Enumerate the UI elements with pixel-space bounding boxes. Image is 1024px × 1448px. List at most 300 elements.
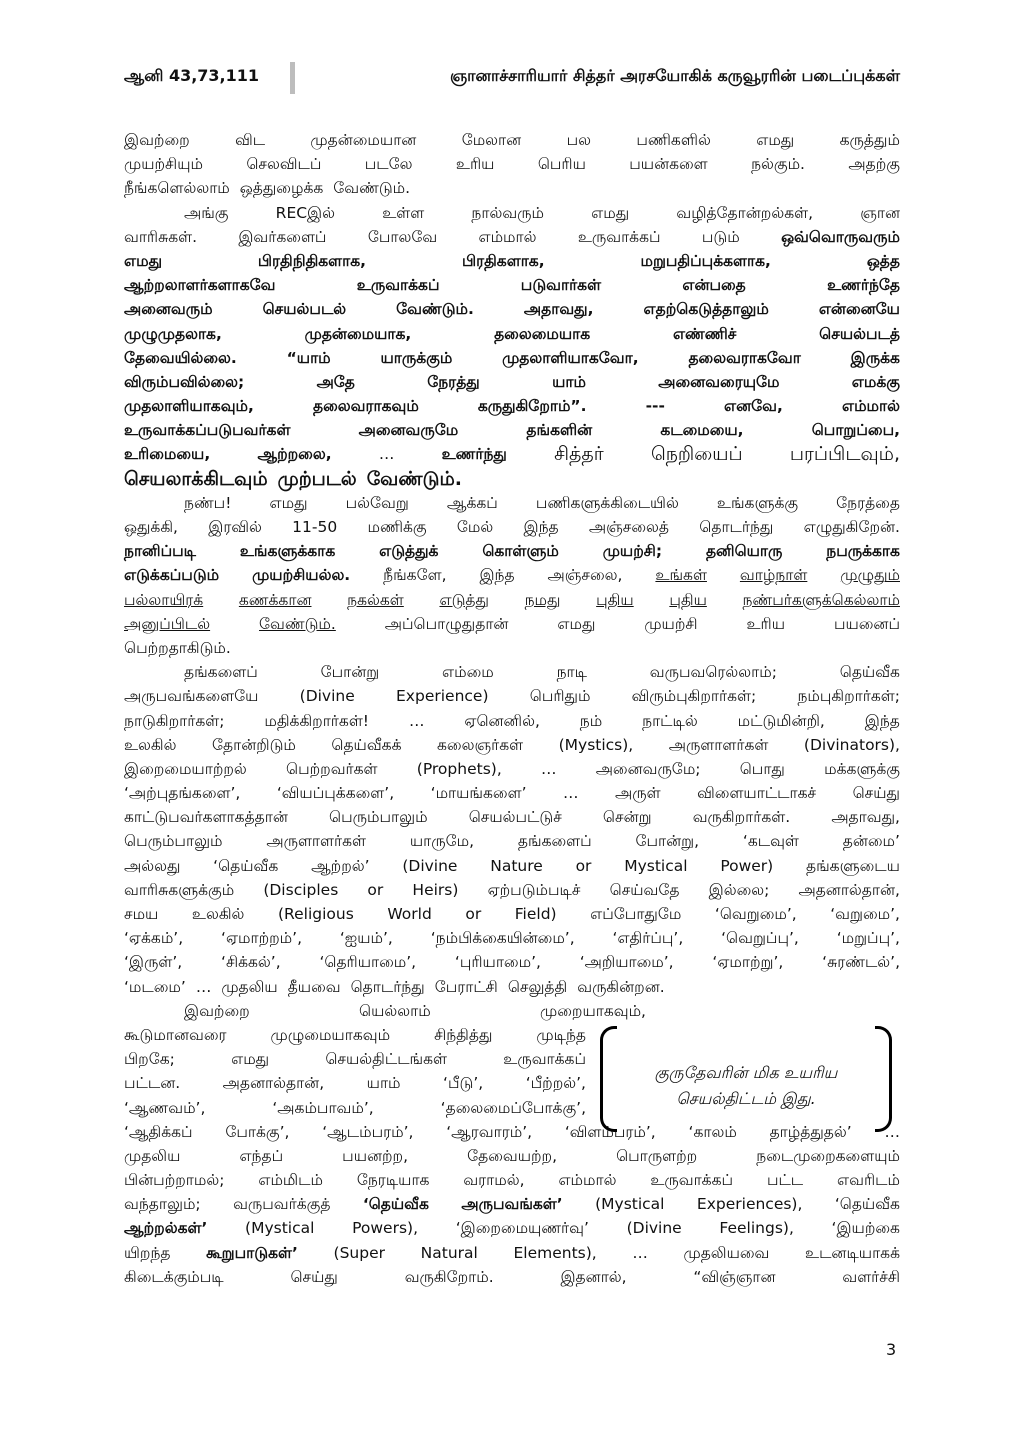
text-word: ‘சிக்கல்’, bbox=[221, 953, 281, 972]
text-word: (Divine bbox=[402, 856, 458, 875]
text-word: தங்களைப் bbox=[184, 663, 258, 682]
text-word: (Divinators), bbox=[803, 735, 900, 754]
text-word: எமக்கு bbox=[851, 372, 900, 391]
text-word: அப்பொழுதுதான் bbox=[384, 614, 509, 633]
header-title: ஞானாச்சாரியார் சித்தர் அரசயோகிக் கருவூரரின் படைப்புக்கள் bbox=[449, 66, 900, 85]
text-word: ‘தெய்வீக bbox=[834, 1195, 900, 1214]
text-word: நம்புகிறார்கள்; bbox=[797, 687, 900, 706]
text-word: படுவார்கள் bbox=[520, 276, 602, 295]
text-word: யாருமே, bbox=[409, 832, 475, 851]
text-word: தோன்றிடும் bbox=[212, 735, 296, 754]
text-word: ‘ஏக்கம்’, bbox=[124, 929, 184, 948]
text-word: Experiences), bbox=[696, 1195, 803, 1214]
text-word: எம்மிடம் bbox=[258, 1171, 323, 1190]
text-word: நால்வரும் bbox=[471, 203, 544, 222]
text-word: Experience) bbox=[396, 687, 489, 706]
text-word: பட்டன. bbox=[124, 1074, 181, 1093]
text-word: நெறியைப் bbox=[650, 443, 743, 466]
text-word: நீங்களே, bbox=[383, 566, 447, 585]
text-word: 11-50 bbox=[292, 518, 338, 536]
text-word: ஏனெனில், bbox=[464, 711, 540, 730]
text-line bbox=[124, 588, 900, 612]
text-word: ‘ஆடம்பரம்’, bbox=[322, 1122, 414, 1141]
text-word: ‘ஏமாற்று’, bbox=[712, 953, 784, 972]
text-word: தொடர்ந்து bbox=[350, 977, 425, 996]
text-word: விரும்புகிறார்கள்; bbox=[631, 687, 757, 706]
text-word: Heirs) bbox=[412, 880, 459, 899]
text-word: எமது bbox=[231, 1050, 270, 1069]
text-line bbox=[124, 563, 900, 587]
text-word: ‘இயற்கை bbox=[831, 1219, 900, 1238]
text-word: உடனடியாகக் bbox=[805, 1243, 900, 1262]
text-word: பெரிய bbox=[537, 155, 586, 174]
text-line bbox=[124, 1265, 900, 1289]
callout-text bbox=[620, 1060, 872, 1112]
text-word: … bbox=[408, 711, 425, 730]
text-word: புதிய bbox=[596, 590, 634, 609]
text-word: நகல்கள் bbox=[347, 590, 404, 609]
text-word: பணிகளில் bbox=[636, 131, 711, 149]
text-line bbox=[124, 176, 900, 200]
text-word: ‘பீடு’, bbox=[443, 1074, 484, 1093]
text-word: … bbox=[632, 1243, 648, 1262]
text-line bbox=[124, 684, 900, 708]
text-line bbox=[124, 950, 900, 974]
text-word: போன்று, bbox=[635, 832, 700, 851]
text-word: பல்வேறு bbox=[345, 493, 409, 512]
text-word: வருகிறார்கள். bbox=[692, 808, 791, 827]
text-word: நீங்களெல்லாம் bbox=[124, 179, 230, 198]
text-word: இல்லை; bbox=[708, 880, 770, 899]
text-word: முயற்சியும் bbox=[124, 155, 203, 174]
text-word: பெரும்பாலும் bbox=[329, 808, 428, 827]
text-word: உருவாக்கப் bbox=[650, 1171, 734, 1190]
text-word: அதே bbox=[316, 372, 355, 391]
text-word: Feelings), bbox=[719, 1219, 794, 1238]
text-word: ‘நம்பிக்கையின்மை’, bbox=[430, 929, 575, 948]
text-word: ‘வியப்புக்களை’, bbox=[276, 784, 395, 803]
text-word: நாட்டில் bbox=[642, 711, 698, 730]
text-word: மேலான bbox=[461, 131, 522, 149]
text-word: முயற்சி; bbox=[602, 542, 663, 561]
text-word: இதனால், bbox=[560, 1267, 627, 1286]
text-line bbox=[124, 878, 900, 902]
text-line bbox=[124, 128, 900, 152]
text-word: பொருளற்ற bbox=[616, 1146, 698, 1165]
text-word: முயற்சியல்ல. bbox=[252, 566, 351, 585]
text-word: … bbox=[540, 759, 557, 778]
text-word: விளையாட்டாகச் bbox=[697, 784, 817, 803]
text-word: ‘மாயங்களை’ bbox=[430, 784, 527, 803]
text-word: ஆக்கப் bbox=[446, 493, 498, 512]
text-word: ‘தலைமைப்போக்கு’, bbox=[440, 1098, 586, 1117]
text-word: செய்து bbox=[290, 1267, 338, 1286]
text-word: அங்கு bbox=[184, 203, 229, 222]
text-word: … bbox=[563, 784, 579, 803]
callout-left-bracket bbox=[600, 1026, 617, 1132]
text-word: ஆற்றல்’ bbox=[311, 856, 370, 875]
text-word: தாழ்த்துதல்’ bbox=[769, 1122, 852, 1141]
text-word: நண்ப! bbox=[184, 493, 232, 512]
text-word: தனியொரு bbox=[705, 542, 783, 561]
text-word: தன்மை’ bbox=[842, 832, 900, 851]
text-word: மணிக்கு bbox=[367, 518, 427, 536]
text-word: செயல்திட்டங்கள் bbox=[325, 1050, 448, 1069]
text-word: செய்து bbox=[852, 784, 900, 803]
text-word: Natural bbox=[420, 1243, 478, 1262]
text-word: அருபவங்களையே bbox=[124, 687, 259, 706]
text-word: அல்லது bbox=[124, 856, 181, 875]
text-line bbox=[124, 346, 900, 370]
text-word: நேரடியாக bbox=[356, 1171, 430, 1190]
text-word: முதலாளியாகவோ, bbox=[502, 348, 639, 367]
text-word: தேவையில்லை. bbox=[124, 348, 237, 367]
text-word: நண்பர்களுக்கெல்லாம் bbox=[742, 590, 900, 609]
text-word: ‘தெய்வீக bbox=[362, 1195, 429, 1214]
text-word: நல்கும். bbox=[751, 155, 805, 174]
text-word: நம் bbox=[579, 711, 603, 730]
text-word: … bbox=[195, 977, 212, 996]
callout-right-bracket bbox=[875, 1026, 892, 1132]
text-line bbox=[124, 1192, 900, 1216]
text-word: போன்று bbox=[320, 663, 380, 682]
text-word: வேண்டும். bbox=[366, 467, 463, 490]
text-word: Mystical bbox=[624, 856, 688, 875]
text-word: சித்தர் bbox=[554, 443, 604, 466]
text-word: மட்டுமின்றி, bbox=[737, 711, 825, 730]
text-word: வேண்டும். bbox=[396, 300, 474, 319]
text-word: முதலாளியாகவும், bbox=[124, 397, 254, 416]
text-word: கூடுமானவரை bbox=[124, 1025, 227, 1044]
text-word: நாடுகிறார்கள்; bbox=[124, 711, 225, 730]
text-word: பயனற்ற, bbox=[342, 1146, 409, 1165]
text-word: இவற்றை bbox=[184, 1001, 250, 1020]
text-word: உணர்ந்தே bbox=[827, 276, 900, 295]
callout-box bbox=[600, 1026, 892, 1128]
text-line bbox=[124, 612, 900, 636]
text-word: வாரிசுகள். bbox=[124, 227, 198, 246]
text-word: இந்த bbox=[523, 518, 559, 536]
text-word: யிறந்த bbox=[124, 1243, 171, 1262]
text-word: ஞான bbox=[860, 203, 900, 222]
text-word: பட்ட bbox=[766, 1171, 804, 1190]
text-line bbox=[124, 322, 900, 346]
header-issue: ஆனி 43,73,111 bbox=[124, 66, 260, 85]
text-word: பெற்றவர்கள் bbox=[286, 759, 378, 778]
text-word: ‘கடவுள் bbox=[742, 832, 799, 851]
text-word: பெரும்பாலும் bbox=[124, 832, 223, 851]
text-word: நேரத்து bbox=[427, 372, 480, 391]
text-word: … bbox=[884, 1122, 900, 1141]
text-word: முடிந்த bbox=[536, 1025, 586, 1044]
text-word: ஒவ்வொருவரும் bbox=[781, 227, 900, 246]
text-word: “விஞ்ஞான bbox=[693, 1267, 776, 1286]
text-word: --- bbox=[645, 397, 665, 416]
text-word: உங்களுக்காக bbox=[239, 542, 336, 561]
text-word: வேண்டும். bbox=[333, 179, 411, 198]
text-word: முதன்மையாக, bbox=[304, 324, 412, 343]
text-word: ‘அகம்பாவம்’, bbox=[272, 1098, 374, 1117]
text-word: (Divine bbox=[299, 687, 355, 706]
text-word: Nature bbox=[490, 856, 543, 875]
text-word: ‘காலம் bbox=[688, 1122, 737, 1141]
text-word: செலவிடப் bbox=[246, 155, 322, 174]
text-word: முழுமுதலாக, bbox=[124, 324, 222, 343]
text-word: ‘மறுப்பு’, bbox=[836, 929, 900, 948]
text-line bbox=[124, 152, 900, 176]
text-word: இரவில் bbox=[208, 518, 262, 536]
text-word: நேரத்தை bbox=[836, 493, 900, 512]
text-word: ‘ஆணவம்’, bbox=[124, 1098, 206, 1117]
text-word: உரிய bbox=[746, 614, 785, 633]
text-word: அருபவங்கள்’ bbox=[461, 1195, 563, 1214]
text-word: சமய bbox=[124, 905, 159, 923]
text-line bbox=[124, 805, 900, 829]
text-line bbox=[124, 370, 900, 394]
text-word: விரும்பவில்லை; bbox=[124, 372, 245, 391]
text-word: தங்களைப் bbox=[517, 832, 592, 851]
text-word: ஆற்றல்கள்’ bbox=[124, 1219, 208, 1238]
text-word: தீயவை bbox=[287, 977, 341, 996]
text-word: அனுப்பிடல் bbox=[124, 614, 211, 633]
text-word: முதலியவை bbox=[683, 1243, 770, 1262]
text-word: ஏற்படும்படிச் bbox=[487, 880, 581, 899]
text-word: ஒத்துழைக்க bbox=[239, 179, 324, 198]
text-word: படும் bbox=[701, 227, 740, 246]
callout-line: செயல்திட்டம் இது. bbox=[676, 1089, 816, 1108]
text-word: அதனால்தான், bbox=[798, 880, 900, 899]
text-line bbox=[124, 1071, 586, 1095]
text-line bbox=[124, 636, 900, 660]
text-word: அதாவது, bbox=[831, 808, 900, 827]
text-word: Field) bbox=[514, 905, 557, 923]
text-word: கணக்கான bbox=[238, 590, 312, 609]
text-word: உருவாக்கப் bbox=[503, 1050, 586, 1069]
text-word: மறுபதிப்புக்களாக, bbox=[640, 251, 771, 270]
text-word: இந்த bbox=[864, 711, 900, 730]
text-word: செலுத்தி bbox=[507, 977, 568, 996]
text-word: தொடர்ந்து bbox=[699, 518, 774, 536]
text-word: பொது bbox=[739, 759, 785, 778]
text-word: எமது bbox=[124, 251, 163, 270]
text-word: Power) bbox=[720, 856, 774, 875]
text-word: எதற்கெடுத்தாலும் bbox=[643, 300, 769, 319]
text-word: அனைவருமே; bbox=[595, 759, 701, 778]
text-line bbox=[124, 394, 900, 418]
text-word: போலவே bbox=[367, 227, 438, 246]
text-word: அஞ்சலை, bbox=[547, 566, 623, 585]
text-word: செயல்பட்டுச் bbox=[468, 808, 562, 827]
text-word: ‘ஏமாற்றம்’, bbox=[221, 929, 303, 948]
text-word: அருளாளர்கள் bbox=[266, 832, 367, 851]
text-word: கலைஞர்கள் bbox=[437, 735, 524, 754]
text-word: கடமையை, bbox=[660, 421, 744, 440]
text-word: ‘வெறுப்பு’, bbox=[721, 929, 799, 948]
text-word: வருபவர்க்குத் bbox=[233, 1195, 331, 1214]
text-line bbox=[124, 1168, 900, 1192]
text-word: இந்த bbox=[479, 566, 515, 585]
text-word: அதனால்தான், bbox=[222, 1074, 325, 1093]
text-word: முயற்சி bbox=[644, 614, 698, 633]
text-word: கூறுபாடுகள்’ bbox=[206, 1243, 298, 1262]
text-word: எம்மால் bbox=[841, 397, 900, 416]
text-word: என்பதை bbox=[682, 276, 746, 295]
text-word: செயல்படத் bbox=[819, 324, 900, 343]
text-word: உருவாக்கப் bbox=[356, 276, 440, 295]
text-word: ‘மடமை’ bbox=[124, 977, 186, 996]
text-word: ‘சுரண்டல்’, bbox=[822, 953, 900, 972]
text-line bbox=[124, 418, 900, 442]
text-word: தலைவராகவும் bbox=[313, 397, 419, 416]
text-word: ‘இருள்’, bbox=[124, 953, 183, 972]
text-word: or bbox=[575, 856, 592, 875]
text-word: கொள்ளும் bbox=[482, 542, 559, 561]
text-word: மேல் bbox=[456, 518, 494, 536]
text-line bbox=[124, 854, 900, 878]
text-word: எடுத்து bbox=[439, 590, 489, 609]
text-word: நடைமுறைகளையும் bbox=[756, 1146, 900, 1165]
text-word: எனவே, bbox=[724, 397, 783, 416]
text-word: ‘தெரியாமை’, bbox=[319, 953, 417, 972]
text-word: வேண்டும். bbox=[259, 614, 336, 633]
text-word: பல bbox=[566, 131, 591, 149]
text-word: அருளாளர்கள் bbox=[668, 735, 769, 754]
text-word: எந்தப் bbox=[239, 1146, 284, 1165]
text-word: முதன்மையான bbox=[310, 131, 417, 149]
text-word: சென்று bbox=[602, 808, 652, 827]
text-word: பேராட்சி bbox=[434, 977, 498, 996]
text-line bbox=[124, 660, 900, 684]
text-word: உள்ள bbox=[382, 203, 425, 222]
text-word: ‘இறைமையுணர்வு’ bbox=[455, 1219, 589, 1238]
text-word: எடுக்கப்படும் bbox=[124, 566, 220, 585]
text-word: எப்போதுமே bbox=[590, 905, 682, 923]
text-word: அதற்கு bbox=[848, 155, 900, 174]
text-word: யாம் bbox=[366, 1074, 401, 1093]
text-word: (Prophets), bbox=[416, 759, 502, 778]
text-word: ‘அற்புதங்களை’, bbox=[124, 784, 241, 803]
text-line bbox=[124, 1096, 586, 1120]
text-word: புதிய bbox=[669, 590, 707, 609]
text-word: வராமல், bbox=[463, 1171, 525, 1190]
text-word: பரப்பிடவும், bbox=[789, 443, 900, 466]
text-word: என்னையே bbox=[818, 300, 900, 319]
text-line bbox=[124, 1144, 900, 1168]
text-word: அஞ்சலைத் bbox=[588, 518, 669, 536]
text-line bbox=[124, 225, 900, 249]
text-word: எழுதுகிறேன். bbox=[803, 518, 900, 536]
text-line bbox=[124, 1241, 900, 1265]
text-word: தலைமையாக bbox=[494, 324, 591, 343]
text-line bbox=[124, 999, 646, 1023]
text-line bbox=[124, 975, 900, 999]
text-word: ‘எதிர்ப்பு’, bbox=[612, 929, 684, 948]
text-word: or bbox=[367, 880, 384, 899]
text-word: எமது bbox=[591, 203, 630, 222]
text-line bbox=[124, 926, 900, 950]
text-word: ‘புரியாமை’, bbox=[454, 953, 541, 972]
text-word: தங்களின் bbox=[526, 421, 593, 440]
text-word: ஆற்றலாளர்களாகவே bbox=[124, 276, 276, 295]
text-line bbox=[124, 442, 900, 466]
text-word: ‘பீற்றல்’, bbox=[525, 1074, 586, 1093]
text-line bbox=[124, 709, 900, 733]
text-word: செயல்படல் bbox=[262, 300, 347, 319]
text-word: நானிப்படி bbox=[124, 542, 196, 561]
text-word: முழுமையாகவும் bbox=[270, 1025, 391, 1044]
text-word: வளர்ச்சி bbox=[842, 1267, 900, 1286]
text-word: உரிமையை, bbox=[124, 445, 211, 464]
text-word: அருள் bbox=[615, 784, 661, 803]
text-word: ‘வெறுமை’, bbox=[714, 905, 797, 923]
text-word: இறைமையாற்றல் bbox=[124, 759, 247, 778]
text-word: பின்பற்றாமல்; bbox=[124, 1171, 225, 1190]
text-line bbox=[124, 902, 900, 926]
text-word: (Mystical bbox=[245, 1219, 315, 1238]
text-word: முறையாகவும், bbox=[540, 1001, 646, 1020]
text-word: … bbox=[378, 445, 395, 464]
text-word: போக்கு’, bbox=[225, 1122, 290, 1141]
text-word: எமது bbox=[557, 614, 596, 633]
text-word: பெரிதும் bbox=[529, 687, 591, 706]
text-word: எடுத்துக் bbox=[379, 542, 439, 561]
text-word: பணிகளுக்கிடையில் bbox=[535, 493, 679, 512]
text-word: எமது bbox=[756, 131, 795, 149]
text-word: இவற்றை bbox=[124, 131, 190, 149]
text-word: யெல்லாம் bbox=[359, 1001, 431, 1020]
text-word: ‘அறியாமை’, bbox=[579, 953, 674, 972]
text-word: வருபவரெல்லாம்; bbox=[649, 663, 777, 682]
text-word: வாழ்நாள் bbox=[739, 566, 808, 585]
text-word: காட்டுபவர்களாகத்தான் bbox=[124, 808, 288, 827]
text-word: தெய்வீகக் bbox=[331, 735, 402, 754]
text-word: முதலிய bbox=[221, 977, 278, 996]
text-word: (Disciples bbox=[263, 880, 339, 899]
text-word: படலே bbox=[364, 155, 413, 174]
text-word: செய்வதே bbox=[609, 880, 680, 899]
text-word: World bbox=[387, 905, 432, 923]
text-word: பிரதிநிதிகளாக, bbox=[257, 251, 367, 270]
text-word: நபருக்காக bbox=[826, 542, 900, 561]
text-word: அனைவரும் bbox=[124, 300, 213, 319]
text-line bbox=[124, 1047, 586, 1071]
text-word: அனைவருமே bbox=[358, 421, 459, 440]
text-word: பிரதிகளாக, bbox=[461, 251, 545, 270]
text-line bbox=[124, 781, 900, 805]
text-word: விட bbox=[235, 131, 266, 149]
text-word: யாம் bbox=[552, 372, 586, 391]
text-word: ‘விளம்பரம்’, bbox=[564, 1122, 656, 1141]
page-number: 3 bbox=[886, 1340, 897, 1359]
text-word: எம்மால் bbox=[558, 1171, 617, 1190]
text-line bbox=[124, 515, 900, 539]
text-word: எமது bbox=[269, 493, 308, 512]
text-word: Elements), bbox=[513, 1243, 597, 1262]
text-word: உங்கள் bbox=[655, 566, 707, 585]
text-word: வழித்தோன்றல்கள், bbox=[676, 203, 814, 222]
text-word: இவர்களைப் bbox=[238, 227, 327, 246]
text-word: வாரிசுகளுக்கும் bbox=[124, 880, 235, 899]
text-word: தேவையற்ற, bbox=[467, 1146, 558, 1165]
text-word: உணர்ந்து bbox=[441, 445, 507, 464]
text-word: உரிய bbox=[455, 155, 495, 174]
text-line bbox=[124, 1023, 586, 1047]
text-word: உருவாக்கப் bbox=[577, 227, 661, 246]
text-word: பல்லாயிரக் bbox=[124, 590, 204, 609]
text-line bbox=[124, 733, 900, 757]
text-word: ‘ஐயம்’, bbox=[339, 929, 393, 948]
callout-line: குருதேவரின் மிக உயரிய bbox=[654, 1063, 838, 1082]
